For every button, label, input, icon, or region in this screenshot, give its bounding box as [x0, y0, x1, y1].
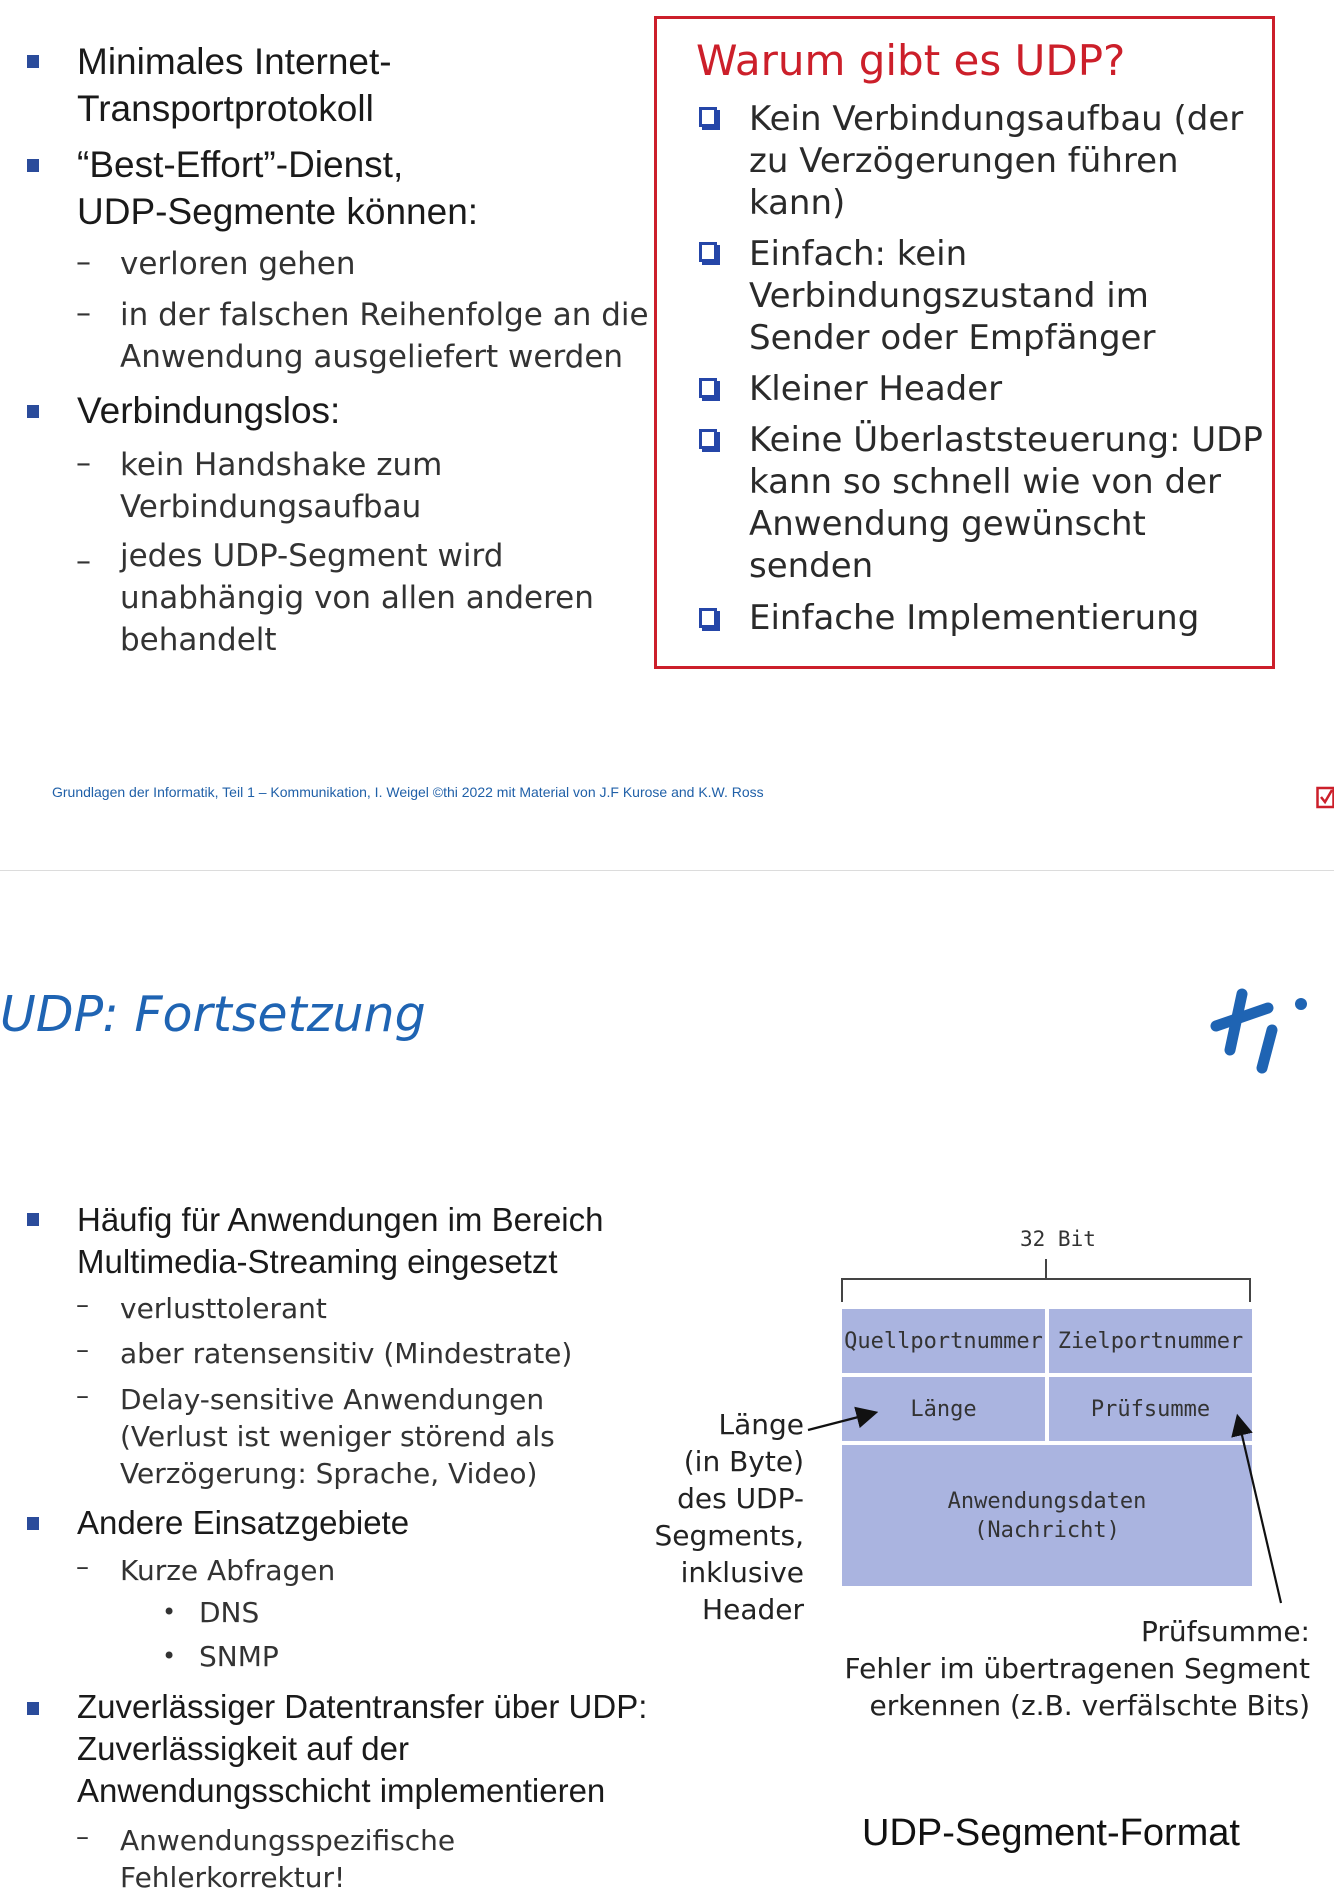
why-udp-item — [749, 98, 1243, 224]
dash-marker: – — [76, 1290, 89, 1320]
length-annotation — [655, 1406, 805, 1628]
why-udp-line: Verbindungszustand im — [749, 276, 1149, 316]
bullet-line: Häufig für Anwendungen im Bereich — [77, 1201, 604, 1238]
annotation-line: (in Byte) — [683, 1445, 804, 1478]
why-udp-line: Einfache Implementierung — [749, 598, 1200, 638]
bullet-line: UDP-Segmente können: — [77, 191, 479, 232]
bullet-marker — [27, 1517, 39, 1530]
annotation-line: erkennen (z.B. verfälschte Bits) — [869, 1689, 1310, 1722]
dash-marker: – — [76, 446, 91, 481]
annotation-line: des UDP- — [677, 1482, 804, 1515]
dash-marker: – — [76, 544, 91, 579]
dash-marker: – — [76, 1552, 89, 1582]
sub-bullet-line: Anwendung ausgeliefert werden — [120, 339, 624, 375]
sub-bullet-line: Fehlerkorrektur! — [120, 1861, 346, 1894]
bullet-line: Transportprotokoll — [77, 88, 374, 129]
bullet-line: Zuverlässiger Datentransfer über UDP: — [77, 1688, 648, 1725]
page-divider — [0, 870, 1334, 871]
bullet-line: “Best-Effort”-Dienst, — [77, 144, 404, 185]
annotation-line: Header — [702, 1593, 804, 1626]
why-udp-line: kann so schnell wie von der — [749, 462, 1222, 502]
bullet-marker — [27, 405, 39, 418]
field-label: Quellportnummer — [844, 1328, 1043, 1354]
sub-bullet-text — [120, 444, 442, 528]
length-field — [842, 1377, 1045, 1441]
sub-bullet-line: verlusttolerant — [120, 1292, 327, 1325]
bullet-line: Verbindungslos: — [77, 390, 341, 431]
checkbox-icon — [699, 242, 717, 262]
field-label: Zielportnummer — [1057, 1328, 1244, 1354]
why-udp-title: Warum gibt es UDP? — [696, 36, 1126, 85]
dash-marker: – — [76, 296, 91, 331]
tertiary-item: SNMP — [199, 1640, 279, 1673]
sub-bullet-line: kein Handshake zum — [120, 447, 443, 483]
bullet-line: Anwendungsschicht implementieren — [77, 1772, 606, 1809]
dash-marker: – — [76, 1335, 89, 1365]
sub-bullet-text — [120, 294, 649, 378]
why-udp-line: Kein Verbindungsaufbau (der — [749, 99, 1244, 139]
bullet-text — [77, 1502, 409, 1544]
dot-marker: • — [162, 1642, 177, 1670]
why-udp-line: kann) — [749, 183, 846, 223]
field-label: Anwendungsdaten — [947, 1488, 1147, 1514]
annotation-line: inklusive — [680, 1556, 804, 1589]
sub-bullet-line: behandelt — [120, 622, 277, 658]
why-udp-line: zu Verzögerungen führen — [749, 141, 1179, 181]
checkbox-icon — [699, 429, 717, 449]
sub-bullet-line: Delay-sensitive Anwendungen — [120, 1383, 545, 1416]
checkbox-icon — [699, 107, 717, 127]
sub-bullet-line: (Verlust ist weniger störend als — [120, 1420, 555, 1453]
bullet-line: Minimales Internet- — [77, 41, 392, 82]
sub-bullet-text — [120, 1290, 327, 1327]
source-port-field — [842, 1309, 1045, 1373]
checkbox-icon — [699, 608, 717, 628]
bullet-line: Multimedia-Streaming eingesetzt — [77, 1243, 558, 1280]
field-label: Länge — [910, 1396, 977, 1422]
annotation-line: Länge — [718, 1408, 804, 1441]
sub-bullet-text — [120, 1552, 335, 1589]
checkbox-icon — [699, 378, 717, 398]
bullet-text — [77, 1686, 647, 1812]
sub-bullet-text — [120, 1381, 555, 1492]
why-udp-line: Anwendung gewünscht — [749, 504, 1146, 544]
sub-bullet-line: Anwendungsspezifische — [120, 1824, 456, 1857]
slide-footer: Grundlagen der Informatik, Teil 1 – Kommunikation, I. Weigel ©thi 2022 mit Material von J.F Kurose and K.W. Ross — [52, 784, 764, 800]
field-label: Prüfsumme — [1090, 1396, 1211, 1422]
bullet-marker — [27, 159, 39, 172]
annotation-line: Prüfsumme: — [1140, 1615, 1310, 1648]
sub-bullet-line: aber ratensensitiv (Mindestrate) — [120, 1337, 573, 1370]
tertiary-item: DNS — [199, 1596, 260, 1629]
dash-marker: – — [76, 245, 91, 280]
sub-bullet-line: in der falschen Reihenfolge an die — [120, 297, 649, 333]
why-udp-item — [749, 368, 1002, 410]
sub-bullet-text — [120, 535, 594, 661]
why-udp-line: Keine Überlaststeuerung: UDP — [749, 420, 1263, 460]
dest-port-field — [1049, 1309, 1252, 1373]
sub-bullet-line: jedes UDP-Segment wird — [120, 538, 504, 574]
diagram-caption: UDP-Segment-Format — [862, 1812, 1240, 1854]
why-udp-item — [749, 597, 1199, 639]
app-data-field — [842, 1445, 1252, 1586]
sub-bullet-line: unabhängig von allen anderen — [120, 580, 594, 616]
field-label: (Nachricht) — [974, 1517, 1120, 1543]
thi-logo-icon — [1210, 986, 1310, 1076]
bullet-line: Zuverlässigkeit auf der — [77, 1730, 409, 1767]
slide-title: UDP: Fortsetzung — [0, 986, 426, 1043]
annotation-line: Segments, — [654, 1519, 804, 1552]
bit-width-bracket — [838, 1256, 1254, 1304]
checksum-annotation — [845, 1613, 1310, 1724]
why-udp-item — [749, 419, 1263, 587]
why-udp-line: Sender oder Empfänger — [749, 318, 1156, 358]
sub-bullet-text — [120, 1822, 455, 1896]
bullet-text — [77, 141, 478, 235]
sub-bullet-text — [120, 243, 356, 285]
sub-bullet-line: verloren gehen — [120, 246, 356, 282]
dash-marker: – — [76, 1381, 89, 1411]
checksum-field — [1049, 1377, 1252, 1441]
bullet-line: Andere Einsatzgebiete — [77, 1504, 410, 1541]
checkbox-checked-icon — [1316, 786, 1334, 810]
bullet-text — [77, 1199, 604, 1283]
sub-bullet-text — [120, 1335, 572, 1372]
sub-bullet-line: Verzögerung: Sprache, Video) — [120, 1457, 538, 1490]
why-udp-line: Kleiner Header — [749, 369, 1003, 409]
dot-marker: • — [162, 1598, 177, 1626]
why-udp-line: Einfach: kein — [749, 234, 968, 274]
why-udp-item — [749, 233, 1155, 359]
bullet-marker — [27, 55, 39, 68]
annotation-line: Fehler im übertragenen Segment — [844, 1652, 1310, 1685]
why-udp-line: senden — [749, 546, 874, 586]
sub-bullet-line: Kurze Abfragen — [120, 1554, 336, 1587]
sub-bullet-line: Verbindungsaufbau — [120, 489, 422, 525]
bit-width-label: 32 Bit — [1020, 1227, 1096, 1251]
dash-marker: – — [76, 1822, 89, 1852]
bullet-marker — [27, 1213, 39, 1226]
bullet-marker — [27, 1702, 39, 1715]
bullet-text — [77, 387, 340, 434]
bullet-text — [77, 38, 392, 132]
